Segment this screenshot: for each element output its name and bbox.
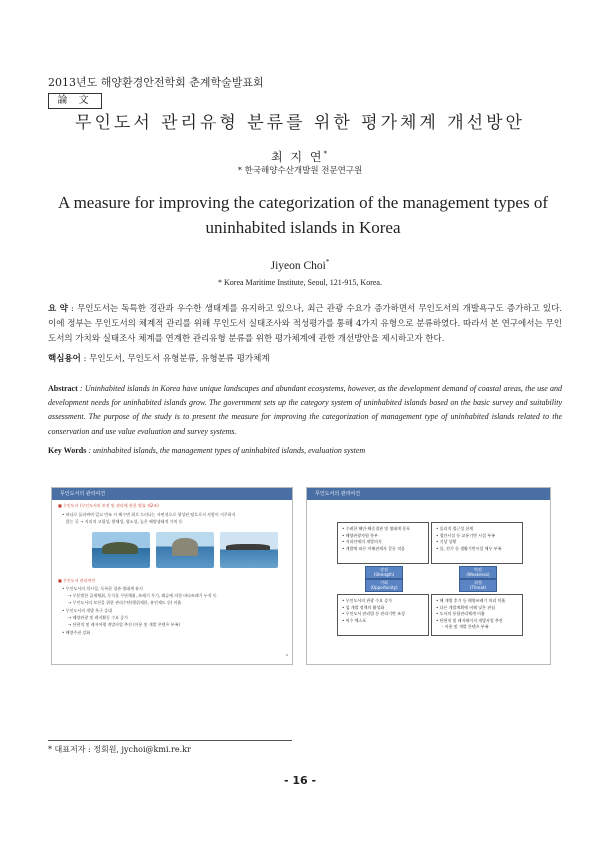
korean-keywords-label: 핵심용어 [48, 354, 81, 364]
strength-item: • 개발에 따른 이해관계자 갈등 적음 [342, 545, 405, 551]
threat-item: • 다른 개발계획에 비해 낮은 관심 [436, 604, 495, 610]
opportunity-item: • 여수 엑스포 [342, 617, 367, 623]
slide1-item3: • 해양주권 강화 [62, 630, 91, 635]
opportunity-item: • 섬 개발 정책의 활성화 [342, 604, 385, 610]
korean-abstract-label: 요 약 [48, 304, 68, 314]
swot-threat-label: 위협 (Threat) [459, 579, 497, 592]
swot-weakness-label: 약점 (Weakness) [459, 566, 497, 579]
figure-slide-management-conditions [51, 487, 293, 665]
english-affiliation: * Korea Maritime Institute, Seoul, 121-915, Korea. [218, 278, 382, 287]
island-rock-3 [226, 544, 270, 550]
island-photo-2 [156, 532, 214, 568]
english-keywords-text: : uninhabited islands, the management types of uninhabited islands, evaluation system [88, 446, 366, 455]
korean-keywords-text: : 무인도서, 무인도서 유형분류, 유형분류 평가체계 [83, 354, 270, 364]
threat-item: • 도서의 통합관리체계 미흡 [436, 611, 485, 616]
slide1-item2b: → 단편적 및 레저여행 개발사업 추진 (이용 및 개발 콘텐츠 부족) [68, 622, 180, 627]
korean-author-mark: * [323, 150, 329, 158]
slide1-definition-line2: 않는 곳 → 지리적 고립성, 환해성, 협소성, 높은 해양생태적 가치 등 [66, 519, 183, 524]
korean-abstract-text: : 무인도서는 독특한 경관과 우수한 생태계를 유지하고 있으나, 최근 관광 수요가 증가하면서 무인도서의 개발욕구도 증가하고 있다. 이에 정부는 무인도서의 체계적 관리를 위해 무인도서 실태조사와 적성평가를 통해 4가지 유형으로 분류하였다. 따라서 본 연구에서는 무인도서의 가치와 실태조사 체계를 연계한 관리유형 분류를 위한 평가체계에 관한 개선방안을 제시하고자 한다. [48, 304, 563, 344]
swot-opportunity-box [337, 594, 429, 636]
swot-strength-box [337, 522, 429, 564]
paper-type-tag: 論 文 [48, 93, 102, 109]
footnote-divider [48, 740, 292, 741]
swot-weakness-box [431, 522, 523, 564]
slide1-bullet-conditions: ■ 무인도서 관리여건 [58, 578, 96, 583]
swot-threat-box [431, 594, 523, 636]
slide1-item2a: → 해양관광 및 레저활동 수요 증가 [68, 615, 128, 620]
island-rock-2 [172, 538, 198, 556]
weakness-item: • 물리적 접근성 한계 [436, 526, 474, 531]
english-abstract [48, 382, 562, 439]
english-abstract-label: Abstract [48, 384, 78, 393]
footnote-corresponding-author: * 대표저자 : 정회원, jychoi@kmi.re.kr [48, 745, 191, 754]
threat-item: • 해 개방 후기 등 해양쓰레기 처리 미흡 [436, 598, 506, 603]
english-author-mark: * [325, 258, 330, 266]
english-keywords-label: Key Words [48, 446, 87, 455]
english-author [0, 258, 600, 272]
strength-item: • 수려한 해안·해중경관 및 생태계 분포 [342, 526, 410, 531]
slide1-header: 무인도서의 관리여건 [52, 488, 292, 500]
opportunity-item: • 무인도서의 관광 수요 증가 [342, 598, 392, 603]
english-title: A measure for improving the categorization of the management types of uninhabited islands in Korea [57, 193, 548, 237]
slide1-page-mark: 2 [286, 653, 288, 657]
english-abstract-text: : Uninhabited islands in Korea have unique landscapes and abundant ecosystems, however, as the development demand of coastal areas, the use and development needs for uninhabited islands grow. The government sets up the category system of uninhabited islands based on the basic survey and suitability assessment. The purpose of the study is to present the measure for improving the categorization of management type of uninhabited islands related to the conservation and use value evaluation and survey systems. [48, 384, 562, 436]
swot-opportunity-label: 기회 (Opportunity) [365, 579, 403, 592]
opportunity-item: • 무인도서 관리법 등 관리기반 조성 [342, 611, 405, 616]
island-photo-3 [220, 532, 278, 568]
strength-item: • 해양관광자원 풍부 [342, 532, 378, 538]
conference-name: 2013년도 해양환경안전학회 춘계학술발표회 [48, 76, 264, 89]
threat-item: - 이용 및 개발 콘텐츠 부족 [442, 624, 489, 629]
korean-keywords [48, 352, 270, 364]
page-number: - 16 - [283, 774, 317, 787]
figure-slide-swot [306, 487, 551, 665]
slide1-bullet-definition: ■ 무인도서 (무인도서의 보전 및 관리에 관한 법률 제2조) [58, 503, 159, 508]
slide1-item1b: → 무인도서의 보전을 위한 관리수단(행위제한, 유인제도 등) 미흡 [68, 600, 182, 605]
weakness-item: • 물, 전기 등 생활기반시설 매우 부족 [436, 545, 502, 551]
korean-author-name: 최 지 연 [271, 150, 324, 164]
threat-item: • 단편적 및 레저레이저 개발사업 추진 [436, 617, 503, 623]
slide1-item1: • 무인도서의 희시성, 독특한 경관·생태계 유지 [62, 586, 143, 591]
slide2-header: 무인도서의 관리여건 [307, 488, 550, 500]
korean-author [0, 148, 600, 165]
slide1-definition-line1: • 바다로 둘러싸여 있고 만조 시 해수면 위로 드러나는 자연적으로 형성된 땅으로서 사람이 거주하지 [62, 512, 236, 517]
island-rock-1 [102, 542, 138, 554]
korean-affiliation: * 한국해양수산개발원 전문연구원 [237, 166, 363, 176]
swot-strength-label: 강점 (Strength) [365, 566, 403, 579]
weakness-item: • 접안시설 등 교통기반 시설 부족 [436, 532, 495, 538]
korean-title: 무인도서 관리유형 분류를 위한 평가체계 개선방안 [75, 113, 525, 133]
korean-abstract [48, 302, 562, 347]
english-author-name: Jiyeon Choi [270, 259, 326, 272]
strength-item: • 지리인에의 개발의지 [342, 539, 382, 544]
weakness-item: • 기상 상황 [436, 539, 457, 544]
slide1-item1a: → 무분별한 골재채취, 동식물 무단채취, 쓰레기 투기, 폐류에 의한 바다쓰레기 누적 등 [68, 593, 217, 598]
english-keywords [48, 446, 365, 455]
slide1-item2: • 무인도서의 개발 욕구 증대 [62, 608, 112, 613]
island-photo-1 [92, 532, 150, 568]
